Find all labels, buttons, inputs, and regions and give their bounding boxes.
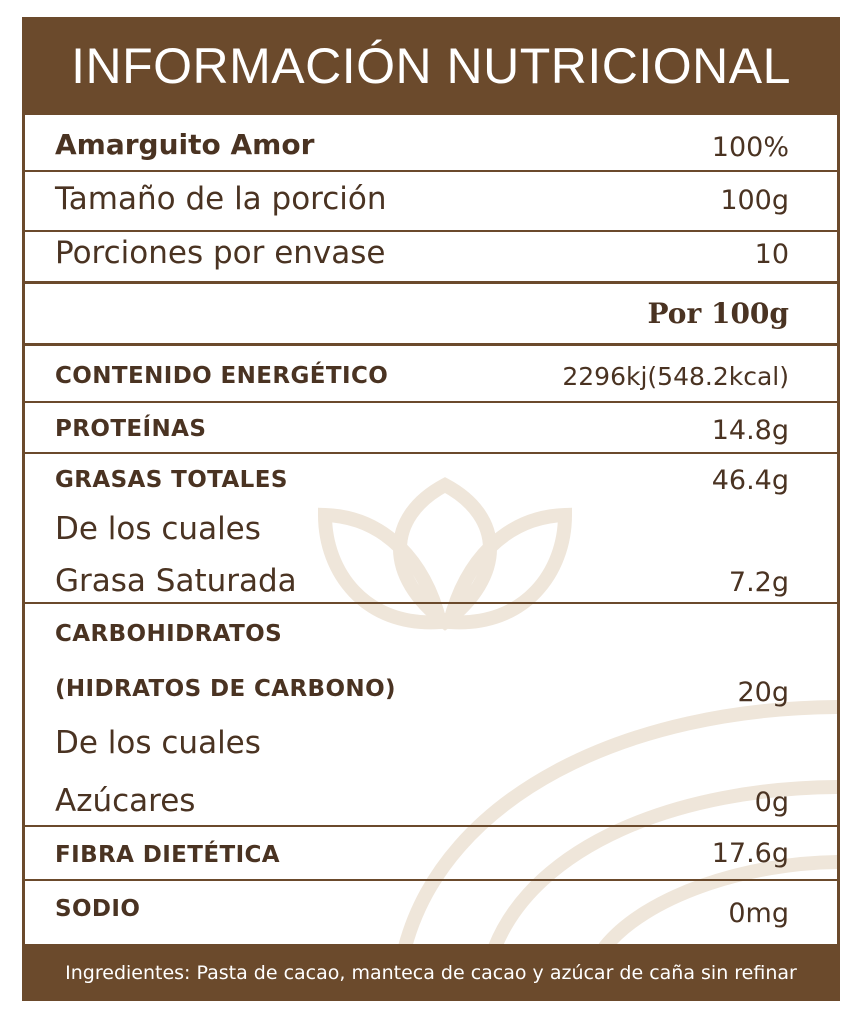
sugars-value: 0g <box>754 787 789 818</box>
divider <box>25 230 837 232</box>
serving-size-row <box>25 173 837 231</box>
energy-label: CONTENIDO ENERGÉTICO <box>55 363 389 389</box>
fiber-label: FIBRA DIETÉTICA <box>55 842 281 868</box>
page-title <box>25 17 837 115</box>
fiber-row <box>25 828 837 880</box>
product-percent: 100% <box>711 132 789 163</box>
fiber-value: 17.6g <box>711 838 789 869</box>
divider <box>25 401 837 403</box>
servings-per-pack-label: Porciones por envase <box>55 235 386 271</box>
saturated-fat-value: 7.2g <box>728 567 789 598</box>
per-100g-label: Por 100g <box>647 297 789 330</box>
servings-per-pack-value: 10 <box>754 239 789 270</box>
divider <box>25 281 837 284</box>
protein-row <box>25 404 837 452</box>
sodium-value: 0mg <box>728 898 789 929</box>
carbs-label: CARBOHIDRATOS <box>55 621 283 647</box>
fat-of-which-label: De los cuales <box>55 511 261 547</box>
saturated-fat-label: Grasa Saturada <box>55 563 297 599</box>
serving-size-value: 100g <box>720 185 789 216</box>
protein-label: PROTEÍNAS <box>55 416 207 442</box>
product-name: Amarguito Amor <box>55 128 315 161</box>
divider <box>25 343 837 346</box>
sodium-label: SODIO <box>55 896 141 922</box>
nutrition-label <box>22 17 840 1001</box>
fat-value: 46.4g <box>711 465 789 496</box>
serving-size-label: Tamaño de la porción <box>55 181 387 217</box>
sodium-row <box>25 882 837 942</box>
carbs-label-alt: (HIDRATOS DE CARBONO) <box>55 676 396 702</box>
carbs-of-which-label: De los cuales <box>55 725 261 761</box>
title-text: INFORMACIÓN NUTRICIONAL <box>71 38 791 94</box>
energy-value: 2296kj(548.2kcal) <box>562 362 789 391</box>
protein-value: 14.8g <box>711 415 789 446</box>
per-100g-row <box>25 285 837 343</box>
divider <box>25 825 837 827</box>
servings-per-pack-row <box>25 233 837 283</box>
divider <box>25 602 837 604</box>
ingredients-text: Ingredientes: Pasta de cacao, manteca de cacao y azúcar de caña sin refinar <box>65 961 797 984</box>
carbs-value: 20g <box>737 677 789 708</box>
ingredients-footer <box>25 944 837 1001</box>
carbs-row <box>25 605 837 825</box>
energy-row <box>25 347 837 401</box>
product-row <box>25 120 837 172</box>
divider <box>25 452 837 454</box>
fat-row <box>25 455 837 605</box>
fat-label: GRASAS TOTALES <box>55 467 288 493</box>
divider <box>25 170 837 172</box>
sugars-label: Azúcares <box>55 783 196 819</box>
divider <box>25 879 837 881</box>
